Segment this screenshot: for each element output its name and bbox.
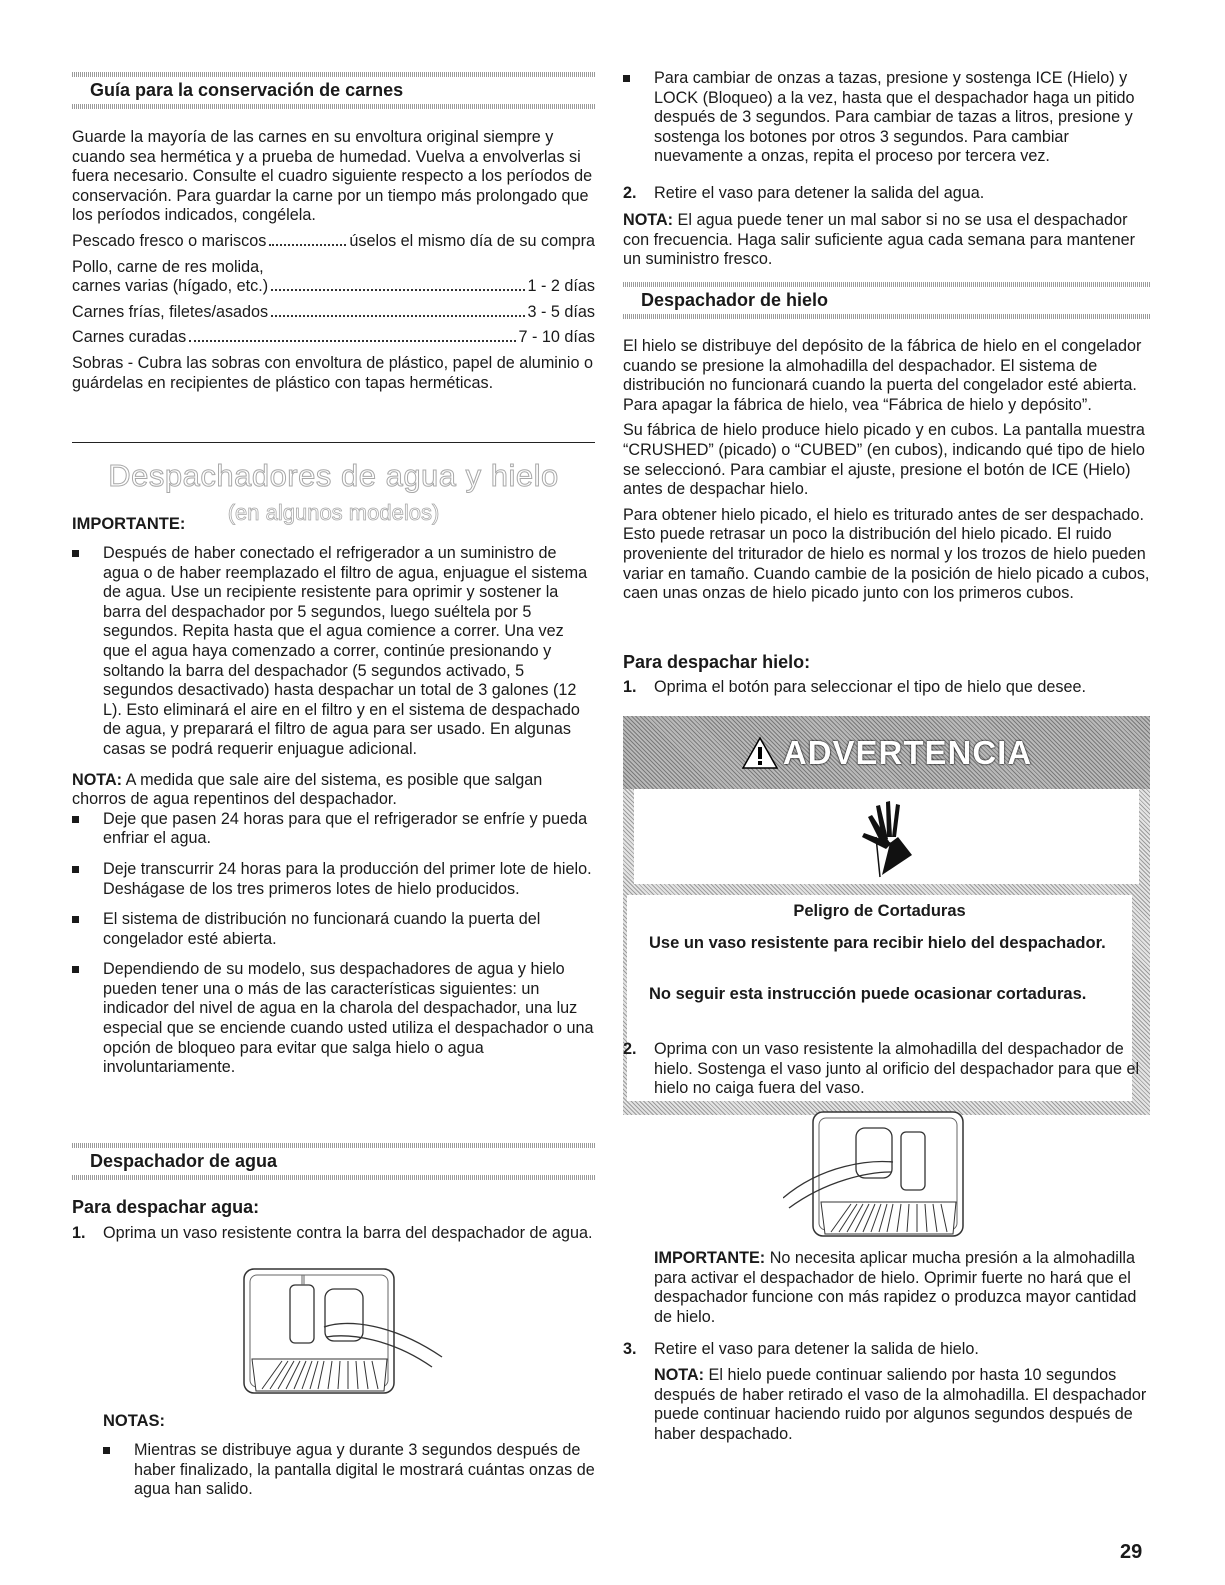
section-title: Guía para la conservación de carnes: [90, 80, 404, 100]
banner-subtitle: (en algunos modelos): [227, 500, 440, 525]
warning-image-area: [634, 789, 1139, 884]
storage-row: [72, 303, 595, 323]
dot-leader: [269, 244, 346, 246]
storage-row: [72, 232, 595, 252]
ice-step-1: [623, 678, 1150, 698]
page-number: 29: [1120, 1541, 1143, 1563]
ice-dispenser-illustration: [783, 1110, 1013, 1240]
ice-body: [623, 337, 1150, 604]
list-item: 1. Oprima el botón para seleccionar el tipo de hielo que desee.: [623, 678, 1086, 696]
meat-section-header: [72, 72, 595, 109]
hand-cut-hazard-icon: [852, 797, 932, 881]
storage-row: [72, 328, 595, 348]
list-item: Para cambiar de onzas a tazas, presione y sostenga ICE (Hielo) y LOCK (Bloqueo) a la vez, hasta que el despachador haga un pitido después de 3 segundos. Para cambiar de tazas a litros, presione y sostenga los botones por otros 3 segundos. Para cambiar nuevamente a onzas, repita el proceso por tercera vez.: [623, 69, 1150, 167]
row-value: 7 - 10 días: [518, 328, 595, 347]
warning-title: ADVERTENCIA: [782, 733, 1033, 771]
dot-leader: [189, 340, 515, 342]
list-item: 2. Retire el vaso para detener la salida del agua.: [623, 184, 985, 202]
ice-section-header: [623, 282, 1150, 319]
list-item: 2. Oprima con un vaso resistente la almohadilla del despachador de hielo. Sostenga el vaso junto al orificio del despachador para que el hielo no caiga fuera del vaso.: [623, 1040, 1140, 1098]
section-title: Despachador de agua: [90, 1151, 278, 1171]
list-item: 1. Oprima un vaso resistente contra la barra del despachador de agua.: [72, 1224, 593, 1242]
section-divider: [72, 442, 595, 443]
divider: [72, 104, 595, 109]
important-list: [72, 544, 595, 1089]
ice-step-2: [623, 1040, 1150, 1099]
meat-guide-body: [72, 128, 595, 393]
warning-header: [623, 716, 1150, 789]
divider: [72, 1175, 595, 1180]
important-note: IMPORTANTE: No necesita aplicar mucha presión a la almohadilla para activar el despachador de hielo. Oprimir fuerte no hará que el despachador funcione con más rapidez o produzca mayor cantidad de hielo.: [654, 1249, 1137, 1326]
warning-line: No seguir esta instrucción puede ocasionar cortaduras.: [649, 985, 1087, 1003]
dot-leader: [271, 315, 524, 317]
list-item: 3. Retire el vaso para detener la salida de hielo.: [623, 1340, 979, 1358]
row-value: 1 - 2 días: [527, 277, 595, 296]
ice-subhead: Para despachar hielo:: [623, 652, 811, 672]
hazard-title: Peligro de Cortaduras: [793, 902, 966, 920]
storage-row: [72, 277, 595, 297]
dot-leader: [271, 289, 524, 291]
list-item: Mientras se distribuye agua y durante 3 segundos después de haber finalizado, la pantalla digital le mostrará cuántas onzas de agua han salido.: [103, 1441, 595, 1500]
warning-triangle-icon: [741, 736, 779, 770]
row-label: carnes varias (hígado, etc.): [72, 277, 269, 296]
water-section-header: [72, 1143, 595, 1180]
notes-list: [103, 1441, 595, 1511]
row-label: Carnes frías, filetes/asados: [72, 302, 269, 321]
water-step-2: [623, 184, 1150, 204]
water-dispenser-illustration: [242, 1267, 512, 1397]
row-label: Pescado fresco o mariscos: [72, 231, 267, 250]
water-step-1: [72, 1224, 595, 1244]
important-label: IMPORTANTE:: [72, 515, 186, 533]
row-value: 3 - 5 días: [527, 302, 595, 321]
section-title: Despachador de hielo: [641, 290, 829, 310]
paragraph: El hielo se distribuye del depósito de la fábrica de hielo en el congelador cuando se presione la almohadilla del despachador. El sistema de distribución no funcionará cuando la puerta del congelador esté abierta. Para apagar la fábrica de hielo, vea “Fábrica de hielo y depósito”.: [623, 337, 1142, 414]
list-item: El sistema de distribución no funcionará cuando la puerta del congelador esté abierta.: [72, 910, 595, 949]
paragraph: Guarde la mayoría de las carnes en su envoltura original siempre y cuando sea hermética y a prueba de humedad. Vuelva a envolverlas si fuera necesario. Consulte el cuadro siguiente respecto a los períodos de conservación. Para guardar la carne por un tiempo más prolongado que los períodos indicados, congélela.: [72, 128, 593, 225]
ounces-list: [623, 69, 1150, 178]
list-item: Dependiendo de su modelo, sus despachadores de agua y hielo pueden tener una o más de las características siguientes: un indicador del nivel de agua en la charola del despachador, una luz especial que se enciende cuando usted utiliza el despachador o una opción de bloqueo para evitar que salga hielo o agua involuntariamente.: [72, 960, 595, 1078]
list-item: Deje transcurrir 24 horas para la producción del primer lote de hielo. Deshágase de los tres primeros lotes de hielo producidos.: [72, 860, 595, 899]
paragraph: Para obtener hielo picado, el hielo es triturado antes de ser despachado. Esto puede retrasar un poco la distribución del hielo picado. El ruido proveniente del triturador de hielo es normal y los trozos de hielo pueden variar en tamaño. Cuando cambie de la posición de hielo picado a cubos, caen unas onzas de hielo picado junto con los primeros cubos.: [623, 505, 1150, 603]
ice-note: NOTA: El hielo puede continuar saliendo por hasta 10 segundos después de haber retirado el vaso de la almohadilla. El despachador puede continuar haciendo ruido por algunos segundos después de haber despachado.: [654, 1366, 1147, 1443]
divider: [623, 314, 1150, 319]
row-value: úselos el mismo día de su compra: [349, 231, 595, 250]
paragraph: Su fábrica de hielo produce hielo picado y en cubos. La pantalla muestra “CRUSHED” (picado) o “CUBED” (en cubos), indicando qué tipo de hielo se seleccionó. Para cambiar el ajuste, presione el botón de ICE (Hielo) antes de despachar hielo.: [623, 421, 1145, 499]
paragraph: Sobras - Cubra las sobras con envoltura de plástico, papel de aluminio o guárdelas en recipientes de plástico con tapas herméticas.: [72, 353, 593, 392]
row-label: Carnes curadas: [72, 328, 187, 347]
notes-label: NOTAS:: [103, 1412, 166, 1430]
list-item: Deje que pasen 24 horas para que el refrigerador se enfríe y pueda enfriar el agua.: [72, 810, 595, 849]
note: NOTA: A medida que sale aire del sistema, es posible que salgan chorros de agua repentinos del despachador.: [72, 770, 543, 809]
banner-title: Despachadores de agua y hielo: [108, 458, 559, 493]
warning-line: Use un vaso resistente para recibir hielo del despachador.: [649, 934, 1106, 952]
water-subhead: Para despachar agua:: [72, 1197, 260, 1217]
ice-step-3: [623, 1340, 1150, 1360]
list-item: Después de haber conectado el refrigerador a un suministro de agua o de haber reemplazado el filtro de agua, enjuague el sistema de agua. Use un recipiente resistente para oprimir y sostener la barra del despachador por 5 segundos, luego suéltela por 5 segundos. Repita hasta que el agua comience a correr. Una vez que el agua haya comenzado a correr, continúe presionando y soltando la barra del despachador (5 segundos activado, 5 segundos desactivado) hasta despachar un total de 3 galones (12 L). Esto eliminará el aire en el filtro y en el sistema de despachado de agua, y preparará el filtro de agua para ser usado. En algunas casas se podrá requerir enjuague adicional.: [72, 544, 595, 760]
row-label: Pollo, carne de res molida,: [72, 257, 264, 276]
water-note: NOTA: El agua puede tener un mal sabor si no se usa el despachador con frecuencia. Haga salir suficiente agua cada semana para mantener un suministro fresco.: [623, 211, 1136, 269]
